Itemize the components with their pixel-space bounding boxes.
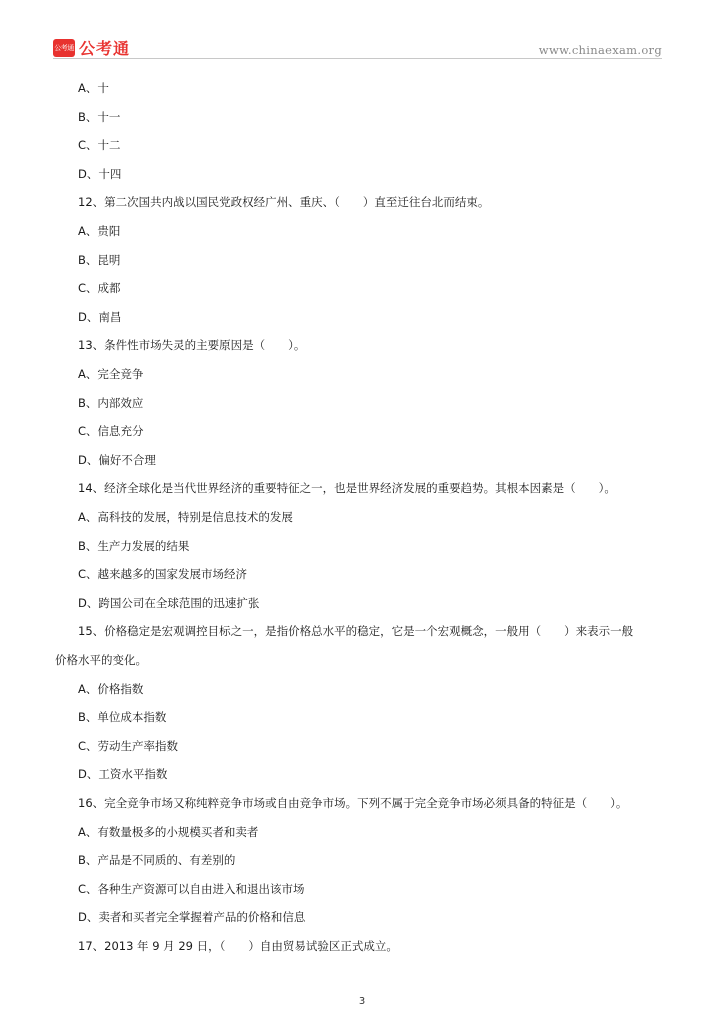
- answer-option: C、成都: [78, 281, 121, 296]
- question-text: 15、价格稳定是宏观调控目标之一，是指价格总水平的稳定，它是一个宏观概念，一般用（ ）来表示一般: [78, 624, 634, 639]
- answer-option: D、十四: [78, 166, 122, 181]
- answer-option: B、生产力发展的结果: [78, 538, 190, 553]
- page-header: [0, 0, 724, 64]
- logo: [53, 36, 130, 59]
- answer-option: B、十一: [78, 109, 121, 124]
- answer-option: D、偏好不合理: [78, 452, 156, 467]
- answer-option: C、各种生产资源可以自由进入和退出该市场: [78, 881, 305, 896]
- question-text: 12、第二次国共内战以国民党政权经广州、重庆、（ ）直至迁往台北而结束。: [78, 195, 490, 210]
- answer-option: C、劳动生产率指数: [78, 738, 179, 753]
- answer-option: D、南昌: [78, 309, 122, 324]
- question-text: 14、经济全球化是当代世界经济的重要特征之一，也是世界经济发展的重要趋势。其根本因素是（ ）。: [78, 481, 616, 496]
- site-url: www.chinaexam.org: [538, 43, 662, 57]
- answer-option: A、十: [78, 81, 109, 95]
- answer-option: A、高科技的发展，特别是信息技术的发展: [78, 510, 293, 524]
- header-divider: [53, 58, 662, 59]
- answer-option: A、价格指数: [78, 681, 144, 696]
- answer-option: B、产品是不同质的、有差别的: [78, 853, 236, 868]
- answer-option: D、跨国公司在全球范围的迅速扩张: [78, 595, 260, 610]
- answer-option: C、越来越多的国家发展市场经济: [78, 567, 248, 582]
- answer-option: B、单位成本指数: [78, 710, 167, 725]
- logo-text: 公考通: [79, 39, 131, 58]
- answer-option: D、卖者和买者完全掌握着产品的价格和信息: [78, 910, 306, 925]
- page-number: 3: [358, 996, 366, 1007]
- answer-option: A、有数量极多的小规模买者和卖者: [78, 824, 259, 839]
- answer-option: C、十二: [78, 138, 121, 153]
- answer-option: C、信息充分: [78, 424, 144, 439]
- answer-option: A、贵阳: [78, 224, 121, 238]
- question-text: 16、完全竞争市场又称纯粹竞争市场或自由竞争市场。下列不属于完全竞争市场必须具备的特征是（ ）。: [78, 796, 628, 810]
- answer-option: D、工资水平指数: [78, 767, 168, 782]
- answer-option: B、内部效应: [78, 395, 144, 410]
- question-text-continued: 价格水平的变化。: [55, 653, 147, 667]
- question-text: 17、2013 年 9 月 29 日，（ ）自由贸易试验区正式成立。: [78, 939, 398, 953]
- question-text: 13、条件性市场失灵的主要原因是（ ）。: [78, 338, 306, 353]
- logo-badge: 公考通: [53, 39, 75, 57]
- answer-option: A、完全竞争: [78, 367, 144, 381]
- answer-option: B、昆明: [78, 252, 121, 267]
